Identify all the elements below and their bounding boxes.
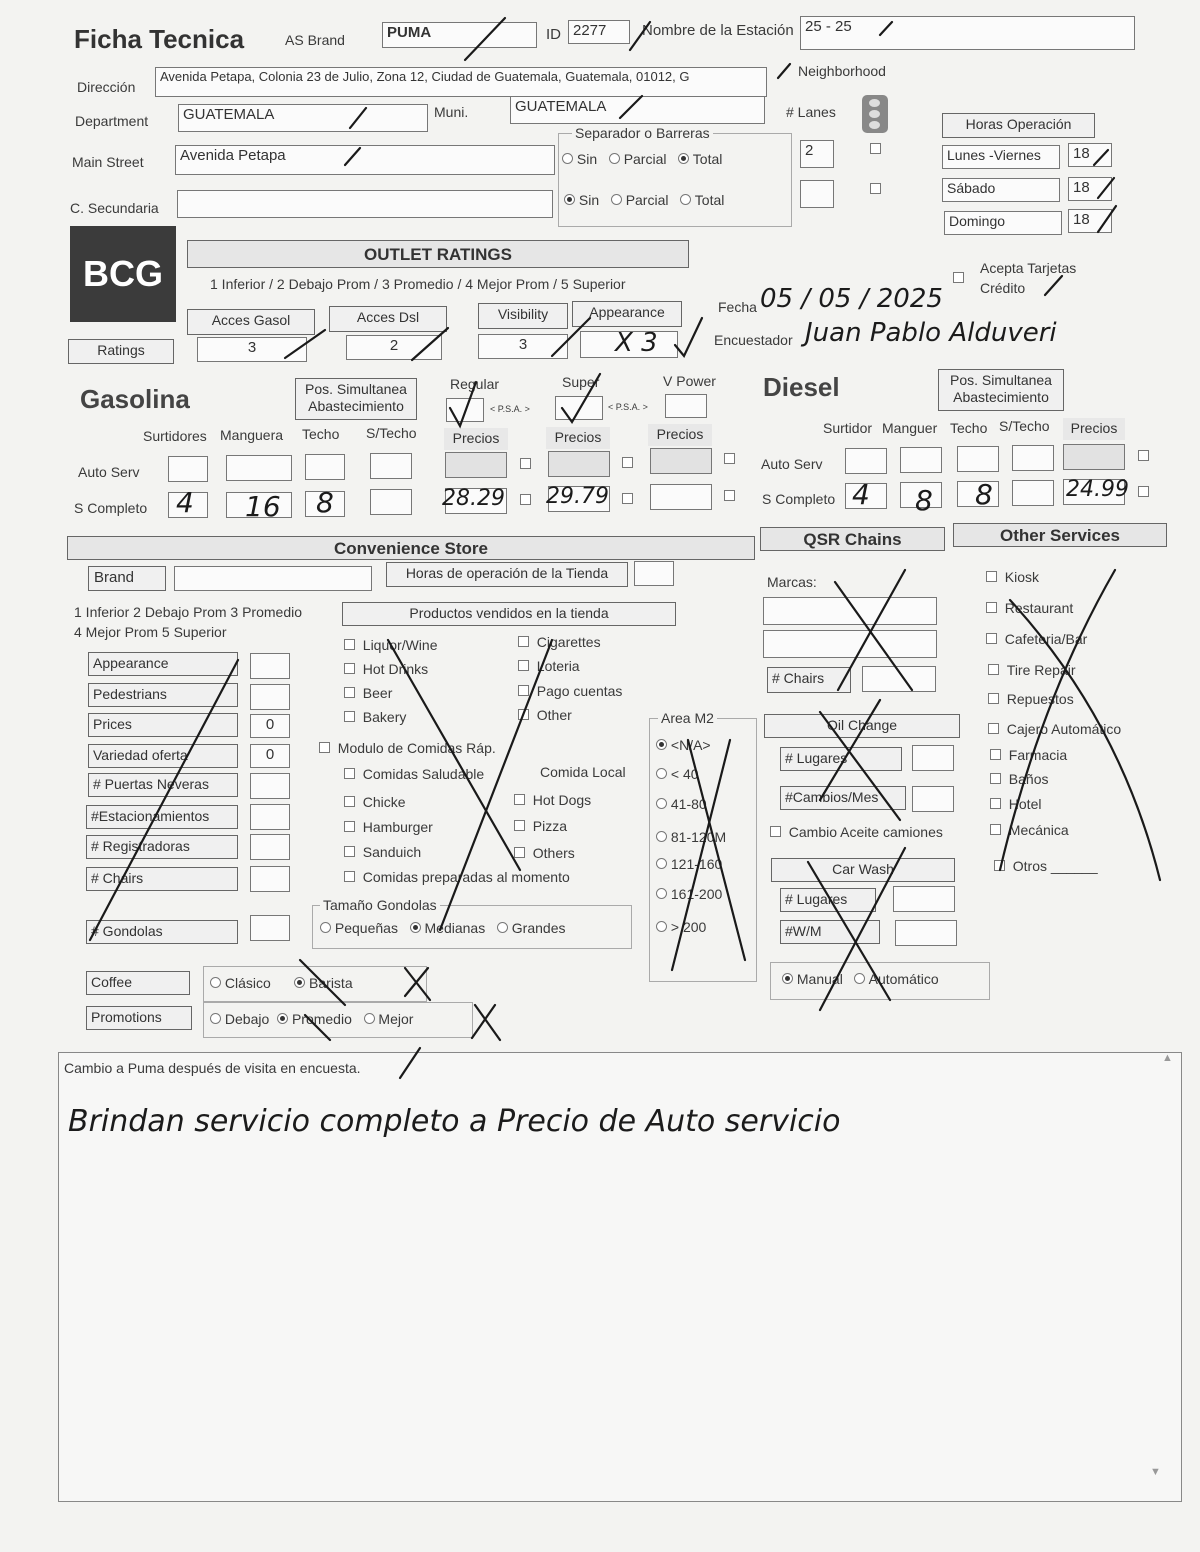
acces-dsl-field[interactable]: 2 <box>346 335 442 360</box>
fecha-label: Fecha <box>718 299 757 315</box>
grandes-radio[interactable] <box>497 922 508 933</box>
muni-field[interactable]: GUATEMALA <box>510 96 765 124</box>
gas-as-vpower-check[interactable] <box>724 453 735 464</box>
stecho-label: S/Techo <box>366 425 417 441</box>
prod-hotdogs: Hot Dogs <box>514 792 591 808</box>
prod-saludable: Comidas Saludable <box>344 766 484 782</box>
diesel-manguer-label: Manguer <box>882 420 938 436</box>
neighborhood-label: Neighborhood <box>798 63 886 79</box>
convenience-store-header: Convenience Store <box>67 536 755 560</box>
gasolina-title: Gasolina <box>80 384 190 414</box>
diesel-sc-check[interactable] <box>1138 486 1149 497</box>
diesel-stecho-label: S/Techo <box>999 418 1050 434</box>
store-gondolas-field[interactable] <box>250 915 290 941</box>
id-field[interactable]: 2277 <box>568 20 630 44</box>
store-gondolas-label: # Gondolas <box>86 920 238 944</box>
lunes-viernes-field[interactable]: 18 <box>1068 143 1112 167</box>
promotions-label: Promotions <box>86 1006 192 1030</box>
super-precios-label: Precios <box>546 427 610 449</box>
separador-row2: Sin Parcial Total <box>564 192 724 208</box>
store-appearance-field[interactable] <box>250 653 290 679</box>
prod-pizza: Pizza <box>514 818 567 834</box>
super-psa: < P.S.A. > <box>608 402 648 412</box>
lanes-field-2[interactable] <box>800 180 834 208</box>
appearance-handwritten: X 3 <box>615 328 658 358</box>
other-services-header: Other Services <box>953 523 1167 547</box>
other-kiosk: Kiosk <box>986 569 1039 585</box>
department-label: Department <box>75 113 149 129</box>
area-o3: 41-80 <box>656 796 707 812</box>
diesel-surtidor-label: Surtidor <box>823 420 873 436</box>
pizza-check[interactable] <box>514 820 525 831</box>
store-estac-label: #Estacionamientos <box>86 805 238 829</box>
banos-check[interactable] <box>990 773 1001 784</box>
regular-precios-label: Precios <box>444 428 508 450</box>
area-na-radio[interactable] <box>656 739 667 750</box>
other-repuestos: Repuestos <box>988 691 1074 707</box>
sep1-sin-radio[interactable] <box>562 153 573 164</box>
scroll-up-icon[interactable]: ▲ <box>1162 1052 1173 1064</box>
vpower-label: V Power <box>663 373 716 389</box>
traffic-light-icon <box>862 95 888 133</box>
cw-wm-field[interactable] <box>895 920 957 946</box>
kiosk-check[interactable] <box>986 571 997 582</box>
store-variedad-label: Variedad oferta <box>88 744 238 768</box>
acepta-tarjetas-label: Acepta Tarjetas <box>980 260 1077 276</box>
repuestos-check[interactable] <box>988 693 999 704</box>
area-o6: 161-200 <box>656 886 722 902</box>
regular-psa: < P.S.A. > <box>490 404 530 414</box>
gas-sc-regular-price: 28.29 <box>442 486 505 511</box>
store-horas-label: Horas de operación de la Tienda <box>386 562 628 587</box>
encuestador-value: Juan Pablo Alduveri <box>805 318 1057 348</box>
gas-as-regular-check[interactable] <box>520 458 531 469</box>
area-title: Area M2 <box>658 710 717 726</box>
cw-wm-label: #W/M <box>780 920 880 944</box>
qsr-chairs-field[interactable] <box>862 666 936 692</box>
other-banos: Baños <box>990 771 1048 787</box>
store-pedestrians-field[interactable] <box>250 684 290 710</box>
barista-radio[interactable] <box>294 977 305 988</box>
gas-as-super-check[interactable] <box>622 457 633 468</box>
oil-lugares-label: # Lugares <box>780 747 902 771</box>
store-prices-label: Prices <box>88 713 238 737</box>
page-title: Ficha Tecnica <box>74 24 245 54</box>
prod-chicke: Chicke <box>344 794 406 810</box>
other-farmacia: Farmacia <box>990 747 1067 763</box>
gas-sc-stecho-box[interactable] <box>370 489 412 515</box>
horas-title: Horas Operación <box>942 113 1095 138</box>
direccion-field[interactable]: Avenida Petapa, Colonia 23 de Julio, Zona 12, Ciudad de Guatemala, Guatemala, 01012, G <box>155 67 767 97</box>
prod-liquor: Liquor/Wine <box>344 637 437 653</box>
sep1-parcial-radio[interactable] <box>609 153 620 164</box>
automatico-radio[interactable] <box>854 973 865 984</box>
sep2-sin-radio[interactable] <box>564 194 575 205</box>
comida-local-label: Comida Local <box>540 764 626 780</box>
area-o2: < 40 <box>656 766 699 782</box>
diesel-as-techo[interactable] <box>957 446 999 472</box>
ratings-row-label: Ratings <box>68 339 174 364</box>
clasico-radio[interactable] <box>210 977 221 988</box>
separador-title: Separador o Barreras <box>572 125 713 141</box>
diesel-sc-surtidor: 4 <box>852 478 870 511</box>
cw-lugares-label: # Lugares <box>780 888 876 912</box>
ratings-title: OUTLET RATINGS <box>187 240 689 268</box>
sep2-parcial-radio[interactable] <box>611 194 622 205</box>
lanes-check-2[interactable] <box>870 183 881 194</box>
store-scale-2: 4 Mejor Prom 5 Superior <box>74 624 227 640</box>
prod-others: Others <box>514 845 575 861</box>
coffee-label: Coffee <box>86 971 190 995</box>
other-otros: Otros ______ <box>994 858 1098 874</box>
prod-cigarettes: Cigarettes <box>518 634 601 650</box>
super-label: Super <box>562 374 600 390</box>
cw-lugares-field[interactable] <box>893 886 955 912</box>
cajero-check[interactable] <box>988 723 999 734</box>
prod-hotdrinks: Hot Drinks <box>344 661 428 677</box>
acces-dsl-label: Acces Dsl <box>329 306 447 332</box>
diesel-techo-label: Techo <box>950 420 988 436</box>
diesel-sc-stecho-box[interactable] <box>1012 480 1054 506</box>
diesel-as-surtidor[interactable] <box>845 448 887 474</box>
otros-check[interactable] <box>994 860 1005 871</box>
pequenas-radio[interactable] <box>320 922 331 933</box>
gas-sc-techo: 8 <box>316 486 334 519</box>
encuestador-label: Encuestador <box>714 332 793 348</box>
area-o1: <N/A> <box>656 737 711 753</box>
diesel-sc-price: 24.99 <box>1066 477 1129 502</box>
area-40-radio[interactable] <box>656 768 667 779</box>
modulo-check[interactable] <box>319 742 330 753</box>
gas-sc-surtidores: 4 <box>176 486 194 519</box>
mecanica-check[interactable] <box>990 824 1001 835</box>
sanduich-check[interactable] <box>344 846 355 857</box>
other-mecanica: Mecánica <box>990 822 1069 838</box>
area-41-80-radio[interactable] <box>656 798 667 809</box>
diesel-auto-serv-label: Auto Serv <box>761 456 823 472</box>
qsr-chairs-label: # Chairs <box>767 667 851 693</box>
chicke-check[interactable] <box>344 796 355 807</box>
oil-lugares-field[interactable] <box>912 745 954 771</box>
qsr-chains-header: QSR Chains <box>760 527 945 551</box>
domingo-field[interactable]: 18 <box>1068 209 1112 233</box>
car-wash-header: Car Wash <box>771 858 955 882</box>
credito-label: Crédito <box>980 280 1026 296</box>
store-chairs-label: # Chairs <box>86 867 238 891</box>
bakery-check[interactable] <box>344 711 355 722</box>
store-estac-field[interactable] <box>250 804 290 830</box>
loteria-check[interactable] <box>518 660 529 671</box>
visibility-field[interactable]: 3 <box>478 334 568 359</box>
sabado-field[interactable]: 18 <box>1068 177 1112 201</box>
area-o5: 121-160 <box>656 856 722 872</box>
prod-preparadas: Comidas preparadas al momento <box>344 869 570 885</box>
appearance-label: Appearance <box>572 301 682 327</box>
prod-sanduich: Sanduich <box>344 844 421 860</box>
manguera-label: Manguera <box>220 427 284 443</box>
lanes-check-1[interactable] <box>870 143 881 154</box>
super-psa-box[interactable] <box>555 396 603 420</box>
beer-check[interactable] <box>344 687 355 698</box>
comments-label: Cambio a Puma después de visita en encuesta. <box>64 1060 361 1076</box>
gas-as-super-price[interactable] <box>548 451 610 477</box>
prod-modulo: Modulo de Comidas Ráp. <box>319 740 496 756</box>
gas-pos-sim-label: Pos. Simultanea Abastecimiento <box>295 378 417 420</box>
prod-hamburger: Hamburger <box>344 819 433 835</box>
area-o7: > 200 <box>656 919 706 935</box>
gas-as-vpower-price[interactable] <box>650 448 712 474</box>
store-puertas-label: # Puertas Neveras <box>88 773 238 797</box>
ink-cross <box>472 1005 495 1038</box>
gas-sc-manguera: 16 <box>245 490 281 523</box>
scroll-down-icon[interactable]: ▼ <box>1150 1466 1161 1478</box>
department-field[interactable]: GUATEMALA <box>178 104 428 132</box>
diesel-precios-label: Precios <box>1063 418 1125 440</box>
store-chairs-field[interactable] <box>250 866 290 892</box>
prod-loteria: Loteria <box>518 658 580 674</box>
visibility-label: Visibility <box>478 303 568 329</box>
main-street-label: Main Street <box>72 154 144 170</box>
marcas-field-2[interactable] <box>763 630 937 658</box>
hamburger-check[interactable] <box>344 821 355 832</box>
sep2-total-radio[interactable] <box>680 194 691 205</box>
regular-label: Regular <box>450 376 500 392</box>
other-cajero: Cajero Automático <box>988 721 1121 737</box>
gas-as-regular-price[interactable] <box>445 452 507 478</box>
domingo-label: Domingo <box>944 211 1062 235</box>
store-scale-1: 1 Inferior 2 Debajo Prom 3 Promedio <box>74 604 302 620</box>
store-horas-field[interactable] <box>634 561 674 586</box>
store-variedad-field[interactable]: 0 <box>250 744 290 768</box>
other-hotel: Hotel <box>990 796 1041 812</box>
store-appearance-label: Appearance <box>88 652 238 676</box>
other-check[interactable] <box>518 709 529 720</box>
coffee-options: Clásico Barista <box>210 975 353 991</box>
gas-sc-vpower-box[interactable] <box>650 484 712 510</box>
tamano-options: Pequeñas Medianas Grandes <box>320 920 565 936</box>
diesel-pos-sim-label: Pos. Simultanea Abastecimiento <box>938 369 1064 411</box>
cw-mode-options: Manual Automático <box>782 971 939 987</box>
others-check[interactable] <box>514 847 525 858</box>
promotions-options: Debajo Promedio Mejor <box>210 1011 413 1027</box>
diesel-as-price[interactable] <box>1063 444 1125 470</box>
area-121-160-radio[interactable] <box>656 858 667 869</box>
diesel-as-stecho[interactable] <box>1012 445 1054 471</box>
area-81-120-radio[interactable] <box>656 831 667 842</box>
lunes-viernes-label: Lunes -Viernes <box>942 145 1060 169</box>
store-brand-field[interactable] <box>174 566 372 591</box>
regular-psa-box[interactable] <box>446 398 484 422</box>
promedio-radio[interactable] <box>277 1013 288 1024</box>
area-200-radio[interactable] <box>656 921 667 932</box>
sep1-total-radio[interactable] <box>678 153 689 164</box>
muni-label: Muni. <box>434 104 469 120</box>
tire-repair-check[interactable] <box>988 664 999 675</box>
cigarettes-check[interactable] <box>518 636 529 647</box>
ratings-scale: 1 Inferior / 2 Debajo Prom / 3 Promedio / 4 Mejor Prom / 5 Superior <box>210 276 626 292</box>
id-label: ID <box>546 26 561 43</box>
techo-label: Techo <box>302 426 340 442</box>
separador-row1: Sin Parcial Total <box>562 151 722 167</box>
hotdrinks-check[interactable] <box>344 663 355 674</box>
separador-group <box>558 133 792 227</box>
tamano-title: Tamaño Gondolas <box>320 897 440 913</box>
cafeteria-check[interactable] <box>986 633 997 644</box>
area-161-200-radio[interactable] <box>656 888 667 899</box>
store-brand-label: Brand <box>88 566 166 591</box>
cambio-aceite-check[interactable] <box>770 826 781 837</box>
manual-radio[interactable] <box>782 973 793 984</box>
diesel-sc-manguer: 8 <box>915 484 933 517</box>
area-group <box>649 718 757 982</box>
hotel-check[interactable] <box>990 798 1001 809</box>
preparadas-check[interactable] <box>344 871 355 882</box>
store-registradoras-label: # Registradoras <box>86 835 238 859</box>
acepta-tarjetas-check[interactable] <box>953 272 964 283</box>
lanes-field-1[interactable]: 2 <box>800 140 834 168</box>
ink-tick <box>778 64 790 78</box>
c-secundaria-field[interactable] <box>177 190 553 218</box>
main-street-field[interactable]: Avenida Petapa <box>175 145 555 175</box>
fecha-value: 05 / 05 / 2025 <box>760 284 943 314</box>
liquor-check[interactable] <box>344 639 355 650</box>
bcg-logo: BCG <box>70 226 176 322</box>
hotdogs-check[interactable] <box>514 794 525 805</box>
debajo-radio[interactable] <box>210 1013 221 1024</box>
area-o4: 81-120M <box>656 829 726 845</box>
prod-beer: Beer <box>344 685 392 701</box>
diesel-title: Diesel <box>763 372 840 402</box>
gas-as-surtidores[interactable] <box>168 456 208 482</box>
gas-sc-regular-check[interactable] <box>520 494 531 505</box>
marcas-field-1[interactable] <box>763 597 937 625</box>
oil-cambios-label: #Cambios/Mes <box>780 786 906 810</box>
diesel-as-manguer[interactable] <box>900 447 942 473</box>
productos-title: Productos vendidos en la tienda <box>342 602 676 626</box>
gas-as-stecho[interactable] <box>370 453 412 479</box>
other-tire-repair: Tire Repair <box>988 662 1076 678</box>
gas-sc-vpower-check[interactable] <box>724 490 735 501</box>
oil-cambios-field[interactable] <box>912 786 954 812</box>
lanes-label: # Lanes <box>786 104 836 120</box>
surtidores-label: Surtidores <box>143 428 207 444</box>
farmacia-check[interactable] <box>990 749 1001 760</box>
station-label: Nombre de la Estación <box>642 22 794 39</box>
comments-handwritten: Brindan servicio completo a Precio de Auto servicio <box>68 1104 841 1139</box>
gas-s-completo-label: S Completo <box>74 500 148 516</box>
saludable-check[interactable] <box>344 768 355 779</box>
store-puertas-field[interactable] <box>250 773 290 799</box>
restaurant-check[interactable] <box>986 602 997 613</box>
oil-change-header: Oil Change <box>764 714 960 738</box>
medianas-radio[interactable] <box>410 922 421 933</box>
gas-as-techo[interactable] <box>305 454 345 480</box>
prod-bakery: Bakery <box>344 709 406 725</box>
pago-check[interactable] <box>518 685 529 696</box>
ink-tick <box>1045 276 1062 295</box>
prod-pago: Pago cuentas <box>518 683 622 699</box>
c-secundaria-label: C. Secundaria <box>70 200 159 216</box>
diesel-s-completo-label: S Completo <box>762 491 836 507</box>
sabado-label: Sábado <box>942 178 1060 202</box>
marcas-label: Marcas: <box>767 574 817 590</box>
diesel-sc-techo: 8 <box>975 478 993 511</box>
store-registradoras-field[interactable] <box>250 834 290 860</box>
mejor-radio[interactable] <box>364 1013 375 1024</box>
vpower-psa-box[interactable] <box>665 394 707 418</box>
ink-cross <box>475 1005 500 1040</box>
gas-as-manguera[interactable] <box>226 455 292 481</box>
acces-gasol-label: Acces Gasol <box>187 309 315 335</box>
station-field[interactable]: 25 - 25 <box>800 16 1135 50</box>
other-restaurant: Restaurant <box>986 600 1073 616</box>
brand-field[interactable]: PUMA <box>382 22 537 48</box>
store-prices-field[interactable]: 0 <box>250 714 290 738</box>
other-cafeteria: Cafeteria/Bar <box>986 631 1087 647</box>
prod-other: Other <box>518 707 572 723</box>
direccion-label: Dirección <box>77 79 136 95</box>
store-pedestrians-label: Pedestrians <box>88 683 238 707</box>
cambio-aceite: Cambio Aceite camiones <box>770 824 943 840</box>
diesel-as-check[interactable] <box>1138 450 1149 461</box>
gas-sc-super-price: 29.79 <box>546 484 609 509</box>
vpower-precios-label: Precios <box>648 424 712 446</box>
gas-auto-serv-label: Auto Serv <box>78 464 140 480</box>
gas-sc-super-check[interactable] <box>622 493 633 504</box>
acces-gasol-field[interactable]: 3 <box>197 337 307 362</box>
brand-label: AS Brand <box>285 32 345 48</box>
